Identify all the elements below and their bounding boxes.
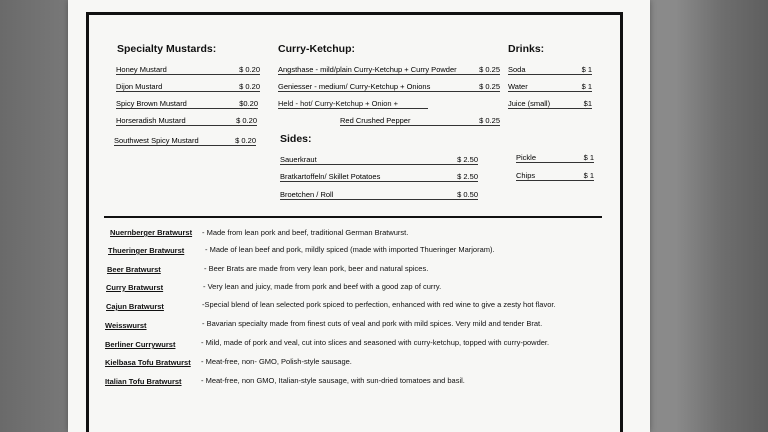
item-price: $ 0.20 [235,136,256,145]
menu-item [280,155,478,165]
bratwurst-description: - Very lean and juicy, made from pork and beef with a good zap of curry. [203,282,442,291]
ketchup-heading: Curry-Ketchup: [278,43,356,55]
section-divider [104,216,602,218]
mustards-heading: Specialty Mustards: [117,43,217,55]
menu-item [516,171,594,181]
sides-heading: Sides: [280,133,312,145]
item-name: Bratkartoffeln/ Skillet Potatoes [280,172,381,181]
menu-item [508,82,592,92]
bratwurst-name: Beer Bratwurst [107,265,161,274]
ketchup-item-held: Held - hot/ Curry-Ketchup + Onion + [278,99,428,109]
item-price: $ 0.25 [479,65,500,74]
item-name: Spicy Brown Mustard [116,99,187,108]
item-price: $1 [583,99,592,108]
bratwurst-name: Kielbasa Tofu Bratwurst [105,358,191,367]
item-name: Angsthase - mild/plain Curry-Ketchup + Curry Powder [278,65,457,74]
menu-item [516,153,594,163]
item-price: $ 0.50 [457,190,478,199]
item-price: $ 2.50 [457,155,478,164]
bratwurst-description: - Beer Brats are made from very lean pork, beer and natural spices. [204,264,429,273]
drinks-heading: Drinks: [508,43,545,55]
bratwurst-name: Nuernberger Bratwurst [110,228,193,237]
menu-item [116,116,257,126]
item-price: $ 1 [583,171,594,180]
bratwurst-description: -Special blend of lean selected pork spiced to perfection, enhanced with red wine to give a zesty hot flavor. [202,300,556,309]
item-name: Soda [508,65,526,74]
item-name: Horseradish Mustard [116,116,186,125]
bratwurst-description: - Mild, made of pork and veal, cut into slices and seasoned with curry-ketchup, topped with curry-powder. [201,338,550,347]
menu-item [508,65,592,75]
menu-item [340,116,500,126]
item-name: Dijon Mustard [116,82,163,91]
item-name: Southwest Spicy Mustard [114,136,199,145]
bratwurst-name: Berliner Currywurst [105,340,176,349]
menu-item [280,190,478,200]
bratwurst-description: - Bavarian specialty made from finest cuts of veal and pork with mild spices. Very mild and tender Brat. [202,319,543,328]
item-name: Broetchen / Roll [280,190,334,199]
menu-item [278,65,500,75]
menu-item [280,172,478,182]
item-name: Geniesser - medium/ Curry-Ketchup + Onions [278,82,431,91]
bratwurst-name: Curry Bratwurst [106,283,164,292]
item-price: $0.20 [239,99,258,108]
item-name: Sauerkraut [280,155,317,164]
bratwurst-name: Weisswurst [105,321,147,330]
item-price: $ 0.20 [239,65,260,74]
menu-item [278,82,500,92]
item-name: Water [508,82,528,91]
bratwurst-name: Thueringer Bratwurst [108,246,185,255]
bratwurst-description: - Meat-free, non GMO, Italian-style sausage, with sun-dried tomatoes and basil. [201,376,465,385]
bratwurst-description: - Meat-free, non- GMO, Polish-style sausage. [201,357,352,366]
menu-item [116,82,260,92]
bratwurst-description: - Made from lean pork and beef, traditional German Bratwurst. [202,228,409,237]
item-price: $ 1 [581,82,592,91]
item-price: $ 1 [583,153,594,162]
item-name: Honey Mustard [116,65,167,74]
item-price: $ 0.20 [239,82,260,91]
menu-item [116,99,258,109]
menu-border [86,12,623,432]
item-price: $ 1 [581,65,592,74]
item-price: $ 0.20 [236,116,257,125]
item-name: Red Crushed Pepper [340,116,411,125]
item-name: Chips [516,171,536,180]
bratwurst-name: Cajun Bratwurst [106,302,164,311]
menu-item [116,65,260,75]
item-price: $ 0.25 [479,116,500,125]
bratwurst-name: Italian Tofu Bratwurst [105,377,182,386]
item-price: $ 0.25 [479,82,500,91]
item-price: $ 2.50 [457,172,478,181]
item-name: Juice (small) [508,99,551,108]
item-name: Pickle [516,153,537,162]
bratwurst-description: - Made of lean beef and pork, mildly spiced (made with imported Thueringer Marjoram). [205,245,495,254]
menu-item [508,99,592,109]
menu-item [114,136,256,146]
